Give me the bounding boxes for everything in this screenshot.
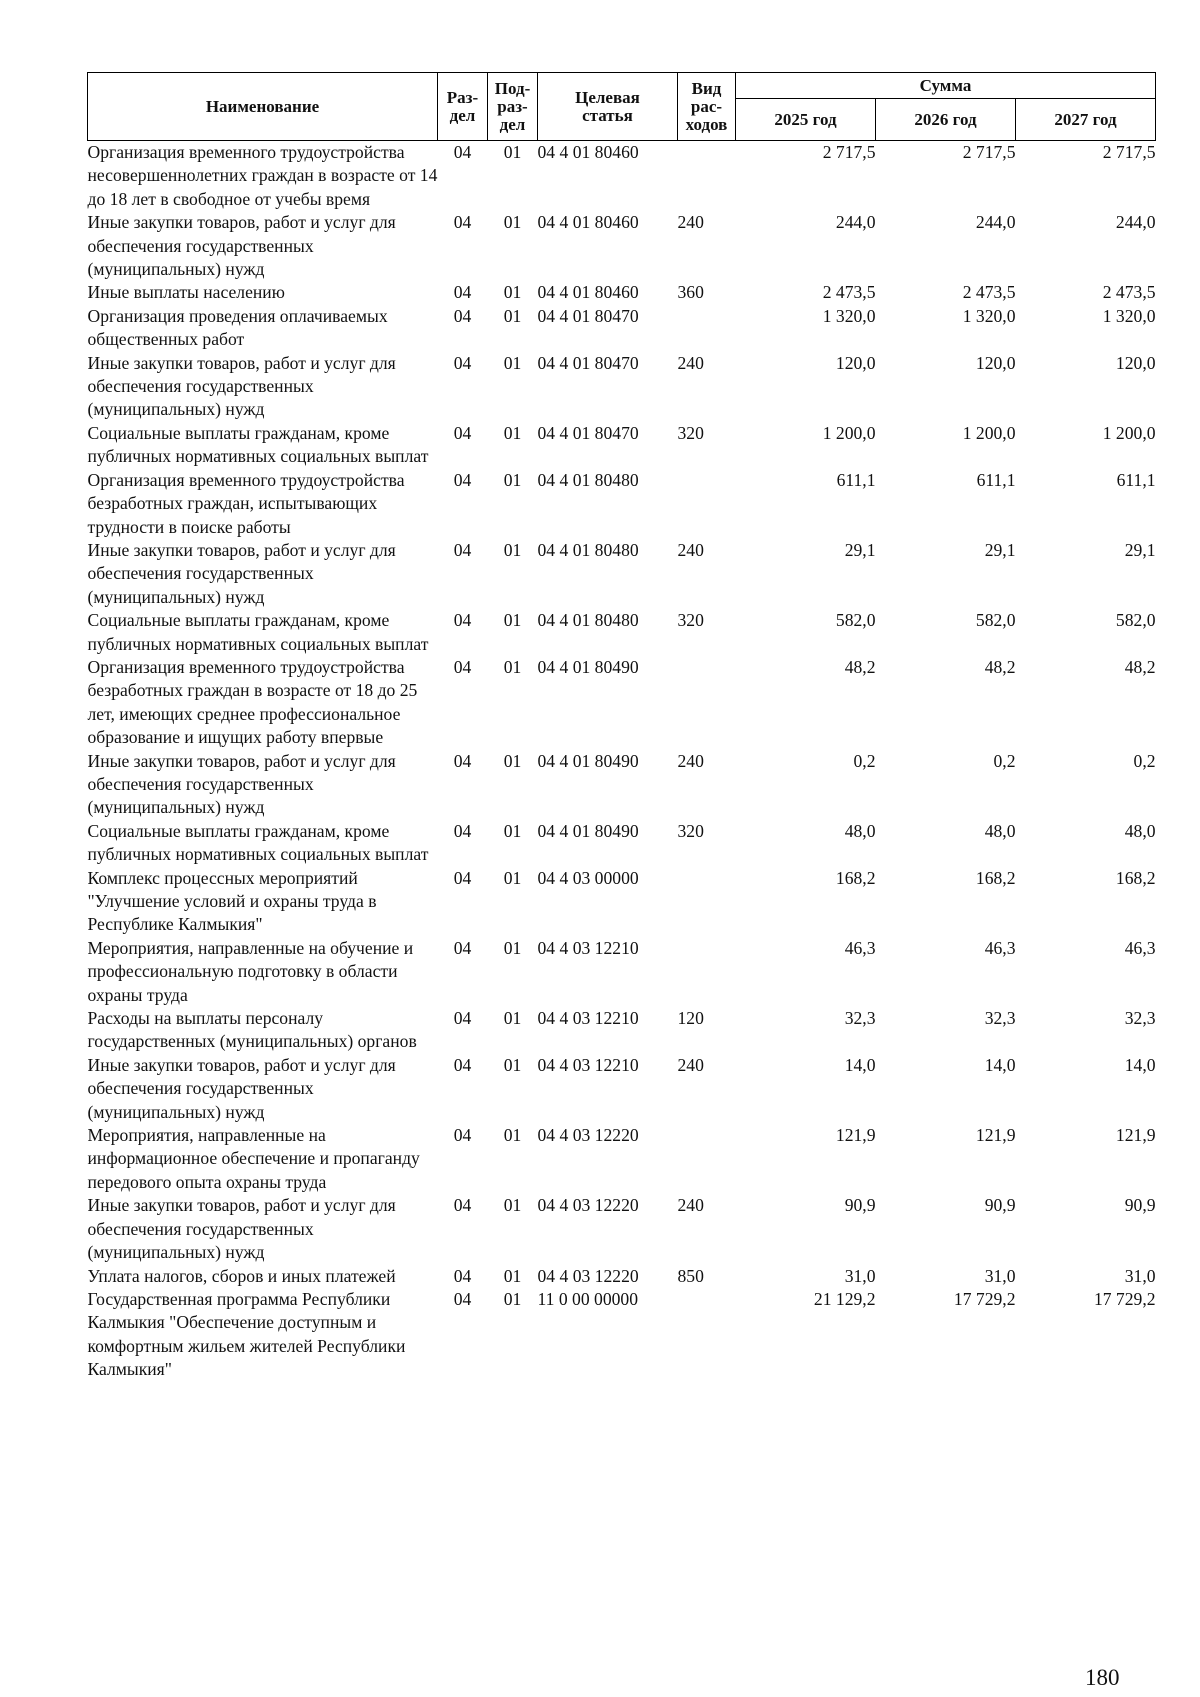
row-name: Социальные выплаты гражданам, кроме публичных нормативных социальных выплат [87, 422, 429, 467]
row-celevaya-statya: 04 4 01 80480 [537, 469, 639, 490]
row-sum-2026: 1 200,0 [962, 422, 1016, 443]
row-razdel: 04 [453, 1125, 472, 1146]
row-name: Иные закупки товаров, работ и услуг для обеспечения государственных (муниципальных) нужд [87, 212, 396, 280]
row-sum-2025: 1 320,0 [822, 305, 876, 326]
row-name: Мероприятия, направленные на информационное обеспечение и пропаганду передового опыта охраны труда [87, 1125, 420, 1192]
row-name: Мероприятия, направленные на обучение и профессиональную подготовку в области охраны труда [87, 937, 414, 1005]
row-razdel: 04 [453, 656, 472, 677]
row-vid-rashodov [678, 656, 736, 750]
row-razdel: 04 [453, 610, 472, 631]
row-sum-2026: 1 320,0 [962, 305, 1016, 326]
row-celevaya-statya: 11 0 00 00000 [537, 1288, 639, 1309]
table-row [88, 867, 1156, 937]
row-vid-rashodov: 850 [677, 1265, 704, 1286]
row-vid-rashodov [678, 305, 736, 352]
row-celevaya-statya: 04 4 01 80490 [537, 750, 639, 771]
row-celevaya-statya: 04 4 01 80490 [537, 656, 639, 677]
row-vid-rashodov: 240 [677, 750, 704, 771]
row-sum-2025: 31,0 [844, 1265, 876, 1286]
row-sum-2027: 17 729,2 [1093, 1288, 1156, 1309]
row-celevaya-statya: 04 4 01 80480 [537, 539, 639, 560]
row-sum-2027: 31,0 [1124, 1265, 1156, 1286]
row-name: Социальные выплаты гражданам, кроме публичных нормативных социальных выплат [87, 610, 429, 654]
row-vid-rashodov [678, 1124, 736, 1194]
row-razdel: 04 [453, 305, 472, 326]
row-celevaya-statya: 04 4 01 80480 [537, 610, 639, 631]
row-sum-2025: 14,0 [844, 1054, 876, 1075]
table-header [88, 73, 1156, 141]
row-razdel: 04 [453, 212, 472, 233]
table-body [88, 141, 1156, 1382]
row-sum-2025: 168,2 [835, 867, 876, 888]
row-razdel: 04 [453, 820, 472, 841]
row-razdel: 04 [453, 1265, 472, 1286]
row-name: Организация проведения оплачиваемых общественных работ [87, 305, 388, 350]
row-name: Иные закупки товаров, работ и услуг для обеспечения государственных (муниципальных) нужд [87, 1054, 396, 1122]
row-sum-2026: 244,0 [975, 212, 1016, 233]
row-vid-rashodov [678, 867, 736, 937]
row-sum-2025: 32,3 [844, 1008, 876, 1029]
table-row [88, 750, 1156, 820]
row-podrazdel: 01 [503, 212, 522, 233]
row-sum-2026: 120,0 [975, 352, 1016, 373]
table-row [88, 656, 1156, 750]
row-sum-2027: 2 473,5 [1102, 282, 1156, 303]
row-celevaya-statya: 04 4 01 80490 [537, 820, 639, 841]
row-sum-2025: 48,2 [844, 656, 876, 677]
row-sum-2025: 46,3 [844, 937, 876, 958]
row-podrazdel: 01 [503, 352, 522, 373]
row-vid-rashodov: 120 [677, 1008, 704, 1029]
row-sum-2026: 121,9 [975, 1125, 1016, 1146]
row-razdel: 04 [453, 142, 472, 162]
table-row [88, 1288, 1156, 1382]
row-vid-rashodov: 320 [677, 610, 704, 631]
row-razdel: 04 [453, 1288, 472, 1309]
row-sum-2025: 120,0 [835, 352, 876, 373]
row-podrazdel: 01 [503, 656, 522, 677]
table-row [88, 539, 1156, 609]
row-name: Иные закупки товаров, работ и услуг для обеспечения государственных (муниципальных) нужд [87, 750, 396, 818]
row-celevaya-statya: 04 4 03 12210 [537, 1054, 639, 1075]
table-row [88, 141, 1156, 212]
row-razdel: 04 [453, 539, 472, 560]
row-celevaya-statya: 04 4 01 80470 [537, 422, 639, 443]
row-sum-2025: 29,1 [844, 539, 876, 560]
header-vid-rashodov: Вид рас- ходов [678, 73, 736, 141]
table-row [88, 211, 1156, 281]
row-podrazdel: 01 [503, 610, 522, 631]
row-sum-2026: 90,9 [984, 1195, 1016, 1216]
row-celevaya-statya: 04 4 03 00000 [537, 867, 639, 888]
page-number: 180 [1085, 1665, 1120, 1690]
row-sum-2027: 168,2 [1115, 867, 1156, 888]
row-vid-rashodov: 240 [677, 1195, 704, 1216]
row-sum-2027: 32,3 [1124, 1008, 1156, 1029]
row-vid-rashodov: 240 [677, 212, 704, 233]
row-vid-rashodov: 320 [677, 820, 704, 841]
table-row [88, 305, 1156, 352]
row-sum-2026: 48,2 [984, 656, 1016, 677]
table-row [88, 1265, 1156, 1288]
row-sum-2026: 14,0 [984, 1054, 1016, 1075]
row-podrazdel: 01 [503, 305, 522, 326]
row-vid-rashodov: 240 [677, 539, 704, 560]
table-row [88, 281, 1156, 304]
table-row [88, 820, 1156, 867]
row-vid-rashodov [678, 141, 736, 212]
row-podrazdel: 01 [503, 282, 522, 303]
row-vid-rashodov: 320 [677, 422, 704, 443]
row-name: Иные закупки товаров, работ и услуг для обеспечения государственных (муниципальных) нужд [87, 1195, 396, 1263]
table-row [88, 609, 1156, 656]
row-sum-2025: 582,0 [835, 610, 876, 631]
row-sum-2027: 46,3 [1124, 937, 1156, 958]
row-name: Организация временного трудоустройства безработных граждан, испытывающих трудности в поиске работы [87, 469, 405, 537]
row-sum-2027: 582,0 [1115, 610, 1156, 631]
header-name: Наименование [88, 73, 438, 141]
row-sum-2026: 31,0 [984, 1265, 1016, 1286]
row-sum-2027: 2 717,5 [1102, 142, 1156, 162]
row-celevaya-statya: 04 4 03 12210 [537, 937, 639, 958]
row-vid-rashodov: 240 [677, 352, 704, 373]
row-podrazdel: 01 [503, 1054, 522, 1075]
row-podrazdel: 01 [503, 1288, 522, 1309]
row-sum-2026: 611,1 [976, 469, 1016, 490]
row-vid-rashodov [678, 937, 736, 1007]
row-celevaya-statya: 04 4 03 12220 [537, 1125, 639, 1146]
row-podrazdel: 01 [503, 1125, 522, 1146]
header-celevaya-statya: Целевая статья [538, 73, 678, 141]
row-podrazdel: 01 [503, 750, 522, 771]
row-sum-2025: 611,1 [836, 469, 876, 490]
row-sum-2025: 2 473,5 [822, 282, 876, 303]
row-celevaya-statya: 04 4 01 80460 [537, 212, 639, 233]
header-summa: Сумма [736, 73, 1156, 99]
row-name: Иные выплаты населению [87, 282, 285, 303]
row-vid-rashodov [678, 1288, 736, 1382]
row-razdel: 04 [453, 750, 472, 771]
row-razdel: 04 [453, 422, 472, 443]
table-row [88, 422, 1156, 469]
row-podrazdel: 01 [503, 1195, 522, 1216]
row-podrazdel: 01 [503, 142, 522, 162]
row-sum-2025: 2 717,5 [822, 142, 876, 162]
row-name: Организация временного трудоустройства безработных граждан в возрасте от 18 до 25 лет, имеющих среднее профессиональное образование и ищущих работу впервые [87, 656, 418, 748]
row-sum-2025: 21 129,2 [813, 1288, 876, 1309]
row-sum-2026: 46,3 [984, 937, 1016, 958]
budget-table [87, 72, 1156, 1382]
row-razdel: 04 [453, 282, 472, 303]
row-vid-rashodov: 360 [677, 282, 704, 303]
row-sum-2027: 48,2 [1124, 656, 1156, 677]
row-sum-2026: 582,0 [975, 610, 1016, 631]
row-sum-2027: 0,2 [1133, 750, 1156, 771]
row-sum-2027: 120,0 [1115, 352, 1156, 373]
row-sum-2026: 2 473,5 [962, 282, 1016, 303]
row-sum-2027: 244,0 [1115, 212, 1156, 233]
row-sum-2027: 29,1 [1124, 539, 1156, 560]
row-sum-2026: 168,2 [975, 867, 1016, 888]
row-name: Иные закупки товаров, работ и услуг для обеспечения государственных (муниципальных) нужд [87, 539, 396, 607]
table-row [88, 937, 1156, 1007]
row-razdel: 04 [453, 1008, 472, 1029]
row-sum-2026: 0,2 [993, 750, 1016, 771]
row-podrazdel: 01 [503, 937, 522, 958]
table-row [88, 1124, 1156, 1194]
row-sum-2027: 1 320,0 [1102, 305, 1156, 326]
row-name: Иные закупки товаров, работ и услуг для обеспечения государственных (муниципальных) нужд [87, 352, 396, 420]
row-vid-rashodov: 240 [677, 1054, 704, 1075]
row-name: Государственная программа Республики Калмыкия "Обеспечение доступным и комфортным жильем жителей Республики Калмыкия" [87, 1288, 406, 1380]
row-sum-2027: 611,1 [1116, 469, 1156, 490]
header-year-2027: 2027 год [1016, 99, 1156, 141]
table-row [88, 1194, 1156, 1264]
row-podrazdel: 01 [503, 1008, 522, 1029]
row-sum-2026: 29,1 [984, 539, 1016, 560]
row-sum-2027: 1 200,0 [1102, 422, 1156, 443]
row-vid-rashodov [678, 469, 736, 539]
row-celevaya-statya: 04 4 03 12210 [537, 1008, 639, 1029]
header-razdel: Раз- дел [438, 73, 488, 141]
row-podrazdel: 01 [503, 539, 522, 560]
row-celevaya-statya: 04 4 01 80460 [537, 142, 639, 162]
row-celevaya-statya: 04 4 03 12220 [537, 1195, 639, 1216]
row-sum-2026: 2 717,5 [962, 142, 1016, 162]
table-row [88, 1054, 1156, 1124]
row-sum-2027: 14,0 [1124, 1054, 1156, 1075]
row-razdel: 04 [453, 867, 472, 888]
row-podrazdel: 01 [503, 422, 522, 443]
row-razdel: 04 [453, 937, 472, 958]
table-row [88, 352, 1156, 422]
table-row [88, 469, 1156, 539]
row-sum-2025: 90,9 [844, 1195, 876, 1216]
row-name: Комплекс процессных мероприятий "Улучшение условий и охраны труда в Республике Калмыкия" [87, 867, 377, 935]
row-sum-2025: 48,0 [844, 820, 876, 841]
row-celevaya-statya: 04 4 01 80470 [537, 352, 639, 373]
row-podrazdel: 01 [503, 867, 522, 888]
table-row [88, 1007, 1156, 1054]
row-celevaya-statya: 04 4 01 80460 [537, 282, 639, 303]
row-razdel: 04 [453, 1195, 472, 1216]
row-sum-2025: 1 200,0 [822, 422, 876, 443]
row-sum-2026: 48,0 [984, 820, 1016, 841]
row-name: Уплата налогов, сборов и иных платежей [87, 1265, 396, 1286]
row-sum-2025: 244,0 [835, 212, 876, 233]
row-name: Организация временного трудоустройства несовершеннолетних граждан в возрасте от 14 до 18 лет в свободное от учебы время [87, 142, 438, 209]
row-celevaya-statya: 04 4 01 80470 [537, 305, 639, 326]
row-name: Социальные выплаты гражданам, кроме публичных нормативных социальных выплат [87, 820, 429, 865]
row-razdel: 04 [453, 352, 472, 373]
row-name: Расходы на выплаты персоналу государственных (муниципальных) органов [87, 1008, 417, 1052]
row-sum-2025: 0,2 [853, 750, 876, 771]
row-celevaya-statya: 04 4 03 12220 [537, 1265, 639, 1286]
header-year-2025: 2025 год [736, 99, 876, 141]
row-podrazdel: 01 [503, 1265, 522, 1286]
row-sum-2027: 48,0 [1124, 820, 1156, 841]
row-sum-2026: 32,3 [984, 1008, 1016, 1029]
row-sum-2027: 90,9 [1124, 1195, 1156, 1216]
row-sum-2025: 121,9 [835, 1125, 876, 1146]
row-razdel: 04 [453, 469, 472, 490]
row-sum-2026: 17 729,2 [953, 1288, 1016, 1309]
header-year-2026: 2026 год [876, 99, 1016, 141]
row-podrazdel: 01 [503, 469, 522, 490]
row-razdel: 04 [453, 1054, 472, 1075]
header-podrazdel: Под- раз- дел [488, 73, 538, 141]
row-sum-2027: 121,9 [1115, 1125, 1156, 1146]
row-podrazdel: 01 [503, 820, 522, 841]
